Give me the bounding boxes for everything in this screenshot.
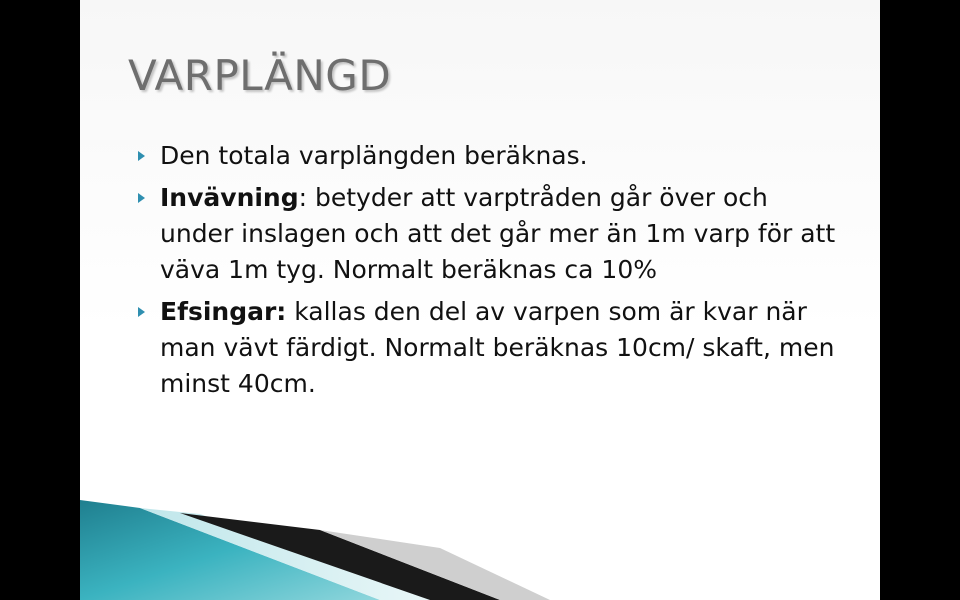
slide-title: VARPLÄNGD [128,51,392,100]
bullet-term: Invävning [160,183,299,212]
bullet-item [136,180,836,288]
bullet-arrow-icon [138,193,145,203]
bullet-arrow-icon [138,307,145,317]
bullet-list [136,138,836,408]
bullet-item [136,294,836,402]
slide-decoration [80,500,880,600]
bullet-item [136,138,836,174]
bullet-term: Efsingar: [160,297,287,326]
bullet-text: : betyder att varptråden går över och under inslagen och att det går mer än 1m varp för att väva 1m tyg. Normalt beräknas ca 10% [160,183,836,284]
presentation-slide [80,0,880,600]
bullet-text: Den totala varplängden beräknas. [160,141,588,170]
bullet-arrow-icon [138,151,145,161]
bullet-text: kallas den del av varpen som är kvar när man vävt färdigt. Normalt beräknas 10cm/ skaft, men minst 40cm. [160,297,835,398]
